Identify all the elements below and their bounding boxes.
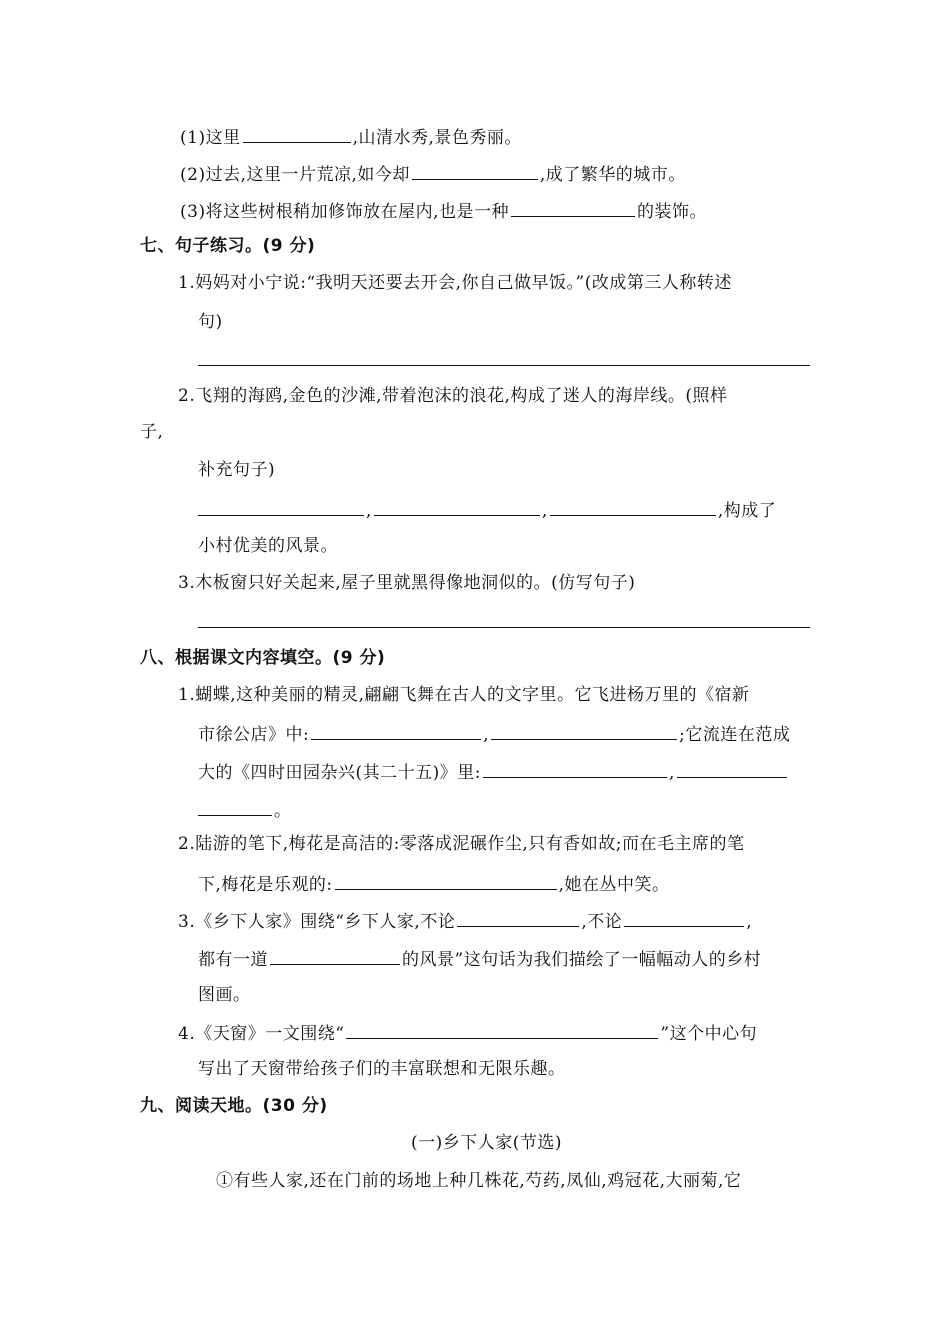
p7-q1-line2: 句): [198, 312, 223, 332]
p6-q3: (3)将这些树根稍加修饰放在屋内,也是一种 的装饰。: [180, 198, 707, 223]
answer-line[interactable]: [198, 365, 810, 366]
passage-paragraph-1: ①有些人家,还在门前的场地上种几株花,芍药,凤仙,鸡冠花,大丽菊,它: [216, 1171, 742, 1191]
answer-blank[interactable]: [311, 721, 481, 740]
answer-blank[interactable]: [677, 759, 787, 778]
p8-q2-line1: 2.陆游的笔下,梅花是高洁的:零落成泥碾作尘,只有香如故;而在毛主席的笔: [178, 834, 745, 854]
p7-q2-line2: 子,: [140, 422, 164, 442]
p8-q3-line1: 3.《乡下人家》围绕“乡下人家,不论 ,不论 ,: [178, 908, 752, 933]
p7-q2-line3: 补充句子): [198, 460, 276, 480]
section-title-7: 七、句子练习。(9 分): [140, 236, 316, 256]
answer-blank[interactable]: [335, 871, 557, 890]
answer-line[interactable]: [198, 627, 810, 628]
p6-q1: (1)这里 ,山清水秀,景色秀丽。: [180, 124, 522, 149]
p7-q3-line1: 3.木板窗只好关起来,屋子里就黑得像地洞似的。(仿写句子): [178, 573, 636, 593]
p8-q1-line4: 。: [198, 797, 292, 822]
answer-blank[interactable]: [511, 198, 635, 217]
p8-q4-line1: 4.《天窗》一文围绕“ ”这个中心句: [178, 1020, 757, 1045]
answer-blank[interactable]: [346, 1020, 658, 1039]
p8-q2-line2: 下,梅花是乐观的: ,她在丛中笑。: [198, 871, 670, 896]
section-title-9: 九、阅读天地。(30 分): [140, 1096, 328, 1116]
answer-blank[interactable]: [483, 759, 667, 778]
answer-blank[interactable]: [624, 908, 744, 927]
section-title-8: 八、根据课文内容填空。(9 分): [140, 648, 386, 668]
p8-q1-line3: 大的《四时田园杂兴(其二十五)》里: ,: [198, 759, 789, 784]
passage-title: (一)乡下人家(节选): [411, 1133, 563, 1153]
p8-q3-line3: 图画。: [198, 985, 251, 1005]
p8-q3-line2: 都有一道 的风景”这句话为我们描绘了一幅幅动人的乡村: [198, 946, 761, 971]
p7-q1-line1: 1.妈妈对小宁说:“我明天还要去开会,你自己做早饭。”(改成第三人称转述: [178, 273, 732, 293]
answer-blank[interactable]: [243, 124, 351, 143]
p7-q2-line4: , , ,构成了: [198, 497, 776, 522]
answer-blank[interactable]: [374, 497, 540, 516]
answer-blank[interactable]: [412, 161, 538, 180]
p6-q2: (2)过去,这里一片荒凉,如今却 ,成了繁华的城市。: [180, 161, 686, 186]
p8-q1-line1: 1.蝴蝶,这种美丽的精灵,翩翩飞舞在古人的文字里。它飞进杨万里的《宿新: [178, 685, 750, 705]
answer-blank[interactable]: [270, 946, 400, 965]
p7-q2-line1: 2.飞翔的海鸥,金色的沙滩,带着泡沫的浪花,构成了迷人的海岸线。(照样: [178, 386, 728, 406]
p7-q2-line5: 小村优美的风景。: [198, 536, 338, 556]
answer-blank[interactable]: [198, 797, 272, 816]
p8-q1-line2: 市徐公店》中: , ;它流连在范成: [198, 721, 790, 746]
answer-blank[interactable]: [457, 908, 579, 927]
p8-q4-line2: 写出了天窗带给孩子们的丰富联想和无限乐趣。: [198, 1059, 566, 1079]
answer-blank[interactable]: [491, 721, 677, 740]
answer-blank[interactable]: [198, 497, 364, 516]
answer-blank[interactable]: [550, 497, 716, 516]
